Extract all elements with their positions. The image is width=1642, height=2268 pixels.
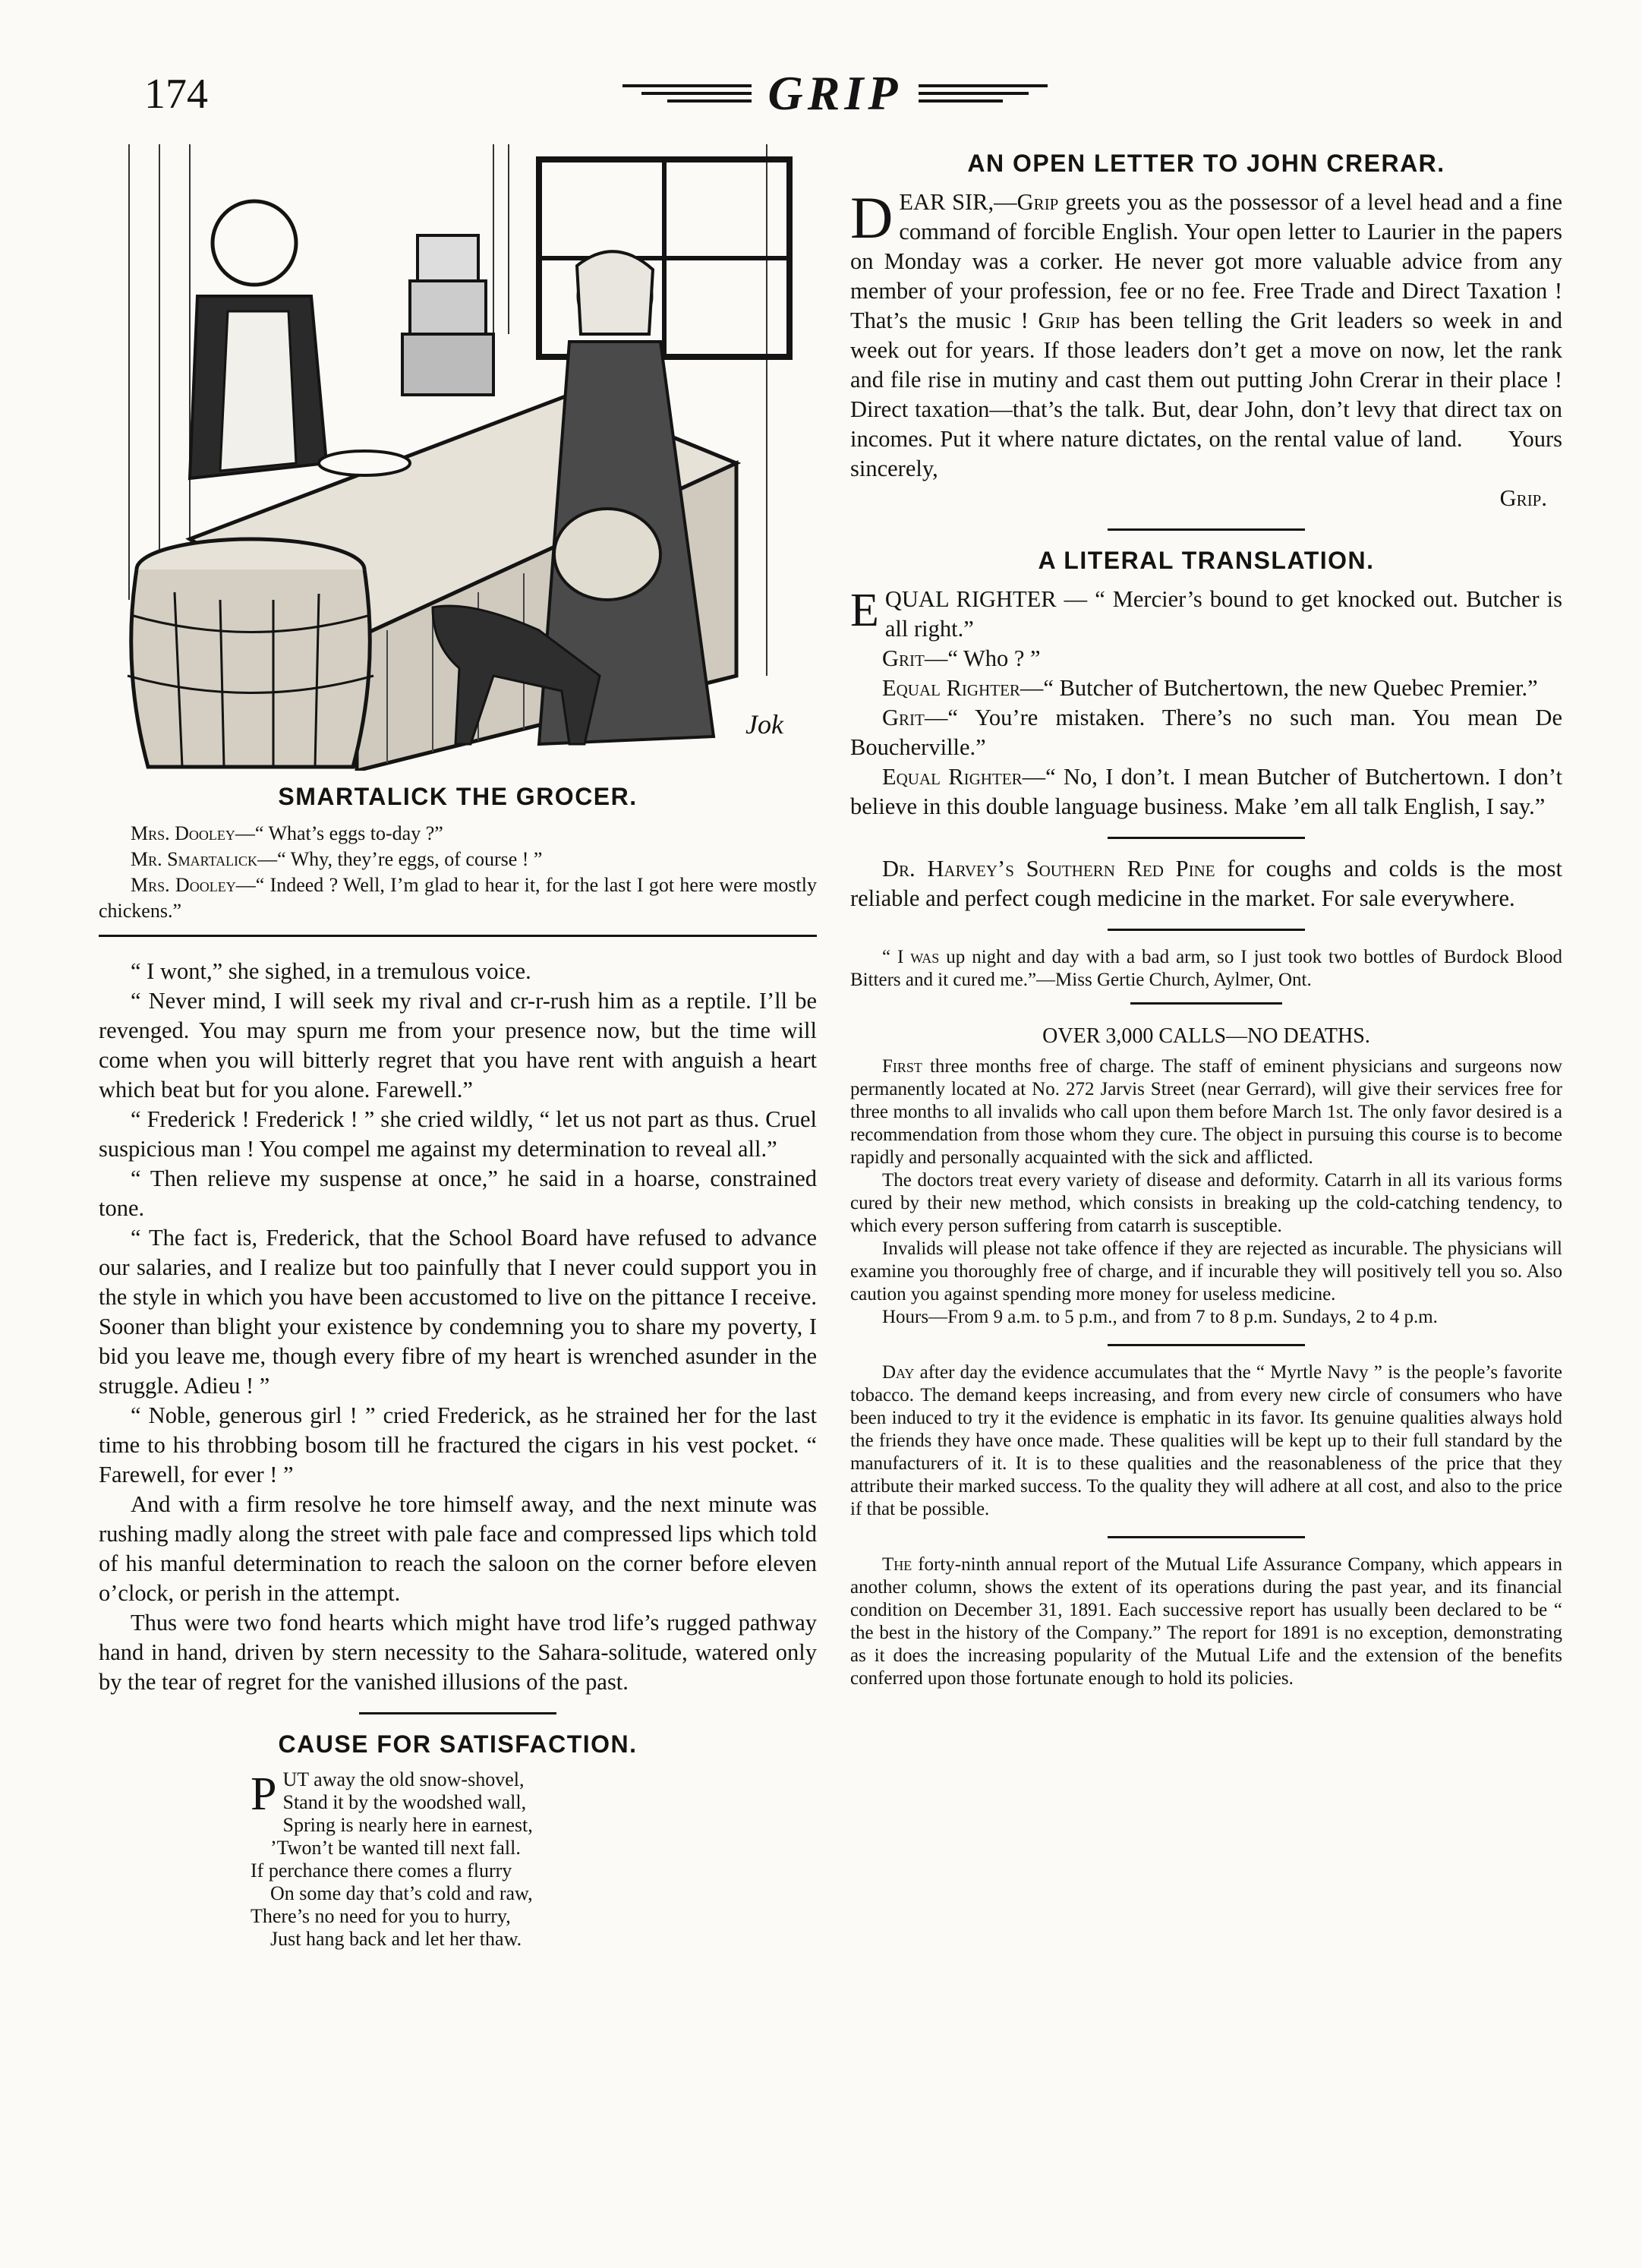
dialogue-line: Grit—“ You’re mistaken. There’s no such man. You mean De Boucherville.” (850, 705, 1562, 760)
divider (1108, 528, 1305, 531)
divider (1108, 1344, 1305, 1346)
page-number: 174 (144, 71, 208, 118)
calls-ad-title: OVER 3,000 CALLS—NO DEATHS. (1042, 1024, 1370, 1048)
mutual-life-notice: The forty-ninth annual report of the Mutual Life Assurance Company, which appears in another column, shows the extent of its operations during the past year, and its financial condition on December 31, 1891. Each successive report has usually been declared to be “ the best in the history of the Company.” The report for 1891 is no exception, demonstrating as it does the increasing popularity of the Mutual Life and the extension of the benefits conferred upon those fortunate enough to hold its policies. (850, 1554, 1562, 1689)
story-paragraph: “ Never mind, I will seek my rival and cr-r-rush him as a reptile. I’ll be revenged. You may spurn me from your presence now, but the time will come when you will bitterly regret that you have rent with anguish a heart which beat but for you alone. Farewell.” (99, 988, 817, 1102)
dialogue-line: Equal Righter—“ Butcher of Butchertown, the new Quebec Premier.” (882, 675, 1538, 701)
harvey-ad: Dr. Harvey’s Southern Red Pine for coughs and colds is the most reliable and perfect cough medicine in the market. For sale everywhere. (850, 856, 1563, 911)
dialogue-line: Equal Righter—“ No, I don’t. I mean Butcher of Butchertown. I don’t believe in this double language business. Make ’em all talk English, I say.” (850, 764, 1562, 819)
divider (99, 935, 817, 937)
poem-line: If perchance there comes a flurry (251, 1860, 512, 1882)
calls-ad-paragraph: Invalids will please not take offence if they are rejected as incurable. The physicians will examine you thoroughly free of charge, and if incurable they will positively tell you so. Also caution you against spending more money for useless medicine. (850, 1238, 1562, 1304)
open-letter-title: AN OPEN LETTER TO JOHN CRERAR. (967, 150, 1445, 177)
calls-ad (850, 1021, 1562, 1329)
masthead (562, 67, 1108, 120)
dropcap: D (850, 185, 893, 251)
divider (1108, 929, 1305, 931)
poem-line: UT away the old snow-shovel, (282, 1768, 525, 1790)
poem-line: Stand it by the woodshed wall, (282, 1791, 527, 1813)
left-column (99, 782, 817, 1951)
story (99, 957, 817, 1697)
poem-line: Spring is nearly here in earnest, (282, 1814, 533, 1836)
artist-signature: Jok (745, 709, 783, 740)
poem-line: ’Twon’t be wanted till next fall. (270, 1837, 521, 1859)
grocer-scene-drawing (114, 144, 797, 771)
grocer-illustration (114, 144, 797, 771)
masthead-title: GRIP (767, 66, 903, 120)
poem (251, 1768, 817, 1951)
divider (1108, 837, 1305, 839)
story-paragraph: “ I wont,” she sighed, in a tremulous voice. (131, 958, 531, 984)
calls-ad-paragraph: First three months free of charge. The staff of eminent physicians and surgeons now permanently located at No. 272 Jarvis Street (near Gerrard), will give their services free for three months to all invalids who call upon them before March 1st. The only favor desired is a recommendation from those whom they cure. The object in pursuing this course is to become rapidly and personally acquainted with the sick and afflicted. (850, 1056, 1562, 1168)
letter-signature: Grip. (1499, 485, 1547, 511)
dialogue-line: EQUAL RIGHTER — “ Mercier’s bound to get knocked out. Butcher is all right.” (850, 585, 1562, 642)
right-column (850, 149, 1562, 1690)
calls-ad-paragraph: Hours—From 9 a.m. to 5 p.m., and from 7 to 8 p.m. Sundays, 2 to 4 p.m. (882, 1307, 1438, 1327)
letter-closing: Yours sincerely, (850, 426, 1562, 481)
story-paragraph: “ The fact is, Frederick, that the School Board have refused to advance our salaries, and I realize but too painfully that I never could support you in the style in which you have been accustomed to live on the pittance I receive. Sooner than blight your existence by condemning you to share my poverty, I bid you leave me, though every fibre of my heart is wrenched asunder in the struggle. Adieu ! ” (99, 1225, 817, 1399)
caption-line: Mr. Smartalick—“ Why, they’re eggs, of course ! ” (131, 848, 543, 870)
story-paragraph: “ Noble, generous girl ! ” cried Frederick, as he strained her for the last time to his throbbing bosom till he fractured the cigars in his vest pocket. “ Farewell, for ever ! ” (99, 1402, 817, 1487)
dropcap: P (251, 1768, 277, 1820)
story-paragraph: Thus were two fond hearts which might have trod life’s rugged pathway hand in hand, driven by stern necessity to the Sahara-solitude, watered only by the tear of regret for the vanished illusions of the past. (99, 1610, 817, 1695)
poem-title: CAUSE FOR SATISFACTION. (278, 1730, 638, 1758)
divider (1130, 1002, 1282, 1005)
caption-line: Mrs. Dooley—“ What’s eggs to-day ?” (131, 822, 443, 844)
open-letter-body: DEAR SIR,—Grip greets you as the possessor of a level head and a fine command of forcible English. Your open letter to Laurier in the papers on Monday was a corker. He never got more valuable advice from any member of your profession, fee or no fee. Free Trade and Direct Taxation ! That’s the music ! Grip has been telling the Grit leaders so week in and week out for years. If those leaders don’t get a move on now, let the rank and file rise in mutiny and cast them out putting John Crerar in their place ! Direct taxation—that’s the talk. But, dear John, don’t levy that direct tax on incomes. Put it where nature dictates, on the rental value of land. Yours sincerely, Grip. (850, 188, 1562, 513)
dialogue-line: Grit—“ Who ? ” (882, 645, 1041, 671)
story-paragraph: “ Then relieve my suspense at once,” he said in a hoarse, constrained tone. (99, 1166, 817, 1221)
literal-translation-body (850, 585, 1562, 822)
poem-line: There’s no need for you to hurry, (251, 1905, 511, 1927)
divider (359, 1712, 556, 1714)
divider (1108, 1536, 1305, 1538)
poem-line: Just hang back and let her thaw. (270, 1928, 522, 1950)
dropcap: E (850, 585, 879, 636)
masthead-rule-left (622, 84, 752, 103)
poem-line: On some day that’s cold and raw, (270, 1882, 533, 1904)
caption-line: Mrs. Dooley—“ Indeed ? Well, I’m glad to hear it, for the last I got here were mostly chickens.” (99, 874, 817, 922)
caption-title: SMARTALICK THE GROCER. (278, 783, 638, 810)
literal-translation-title: A LITERAL TRANSLATION. (1038, 547, 1375, 574)
masthead-rule-right (919, 84, 1048, 103)
calls-ad-paragraph: The doctors treat every variety of disease and deformity. Catarrh in all its various forms cured by their new method, which consists in breaking up the cold-catching tendency, to which every person suffering from catarrh is susceptible. (850, 1170, 1562, 1236)
burdock-ad: “ I was up night and day with a bad arm, so I just took two bottles of Burdock Blood Bitters and it cured me.”—Miss Gertie Church, Aylmer, Ont. (850, 947, 1562, 990)
story-paragraph: And with a firm resolve he tore himself away, and the next minute was rushing madly along the street with pale face and compressed lips which told of his manful determination to reach the saloon on the corner before eleven o’clock, or perish in the attempt. (99, 1491, 817, 1606)
myrtle-navy-ad: Day after day the evidence accumulates that the “ Myrtle Navy ” is the people’s favorite tobacco. The demand keeps increasing, and from every new circle of consumers who have been induced to try it the evidence is emphatic in its favor. Its genuine qualities always hold the friends they have once made. These qualities will be kept up to their full standard by the manufacturers of it. It is to these qualities and the reasonableness of the price that they attribute their marked success. To the quality they will adhere at all cost, and also to the price if that be possible. (850, 1362, 1562, 1519)
story-paragraph: “ Frederick ! Frederick ! ” she cried wildly, “ let us not part as thus. Cruel suspicious man ! You compel me against my determination to reveal all.” (99, 1106, 817, 1162)
caption (99, 821, 817, 924)
